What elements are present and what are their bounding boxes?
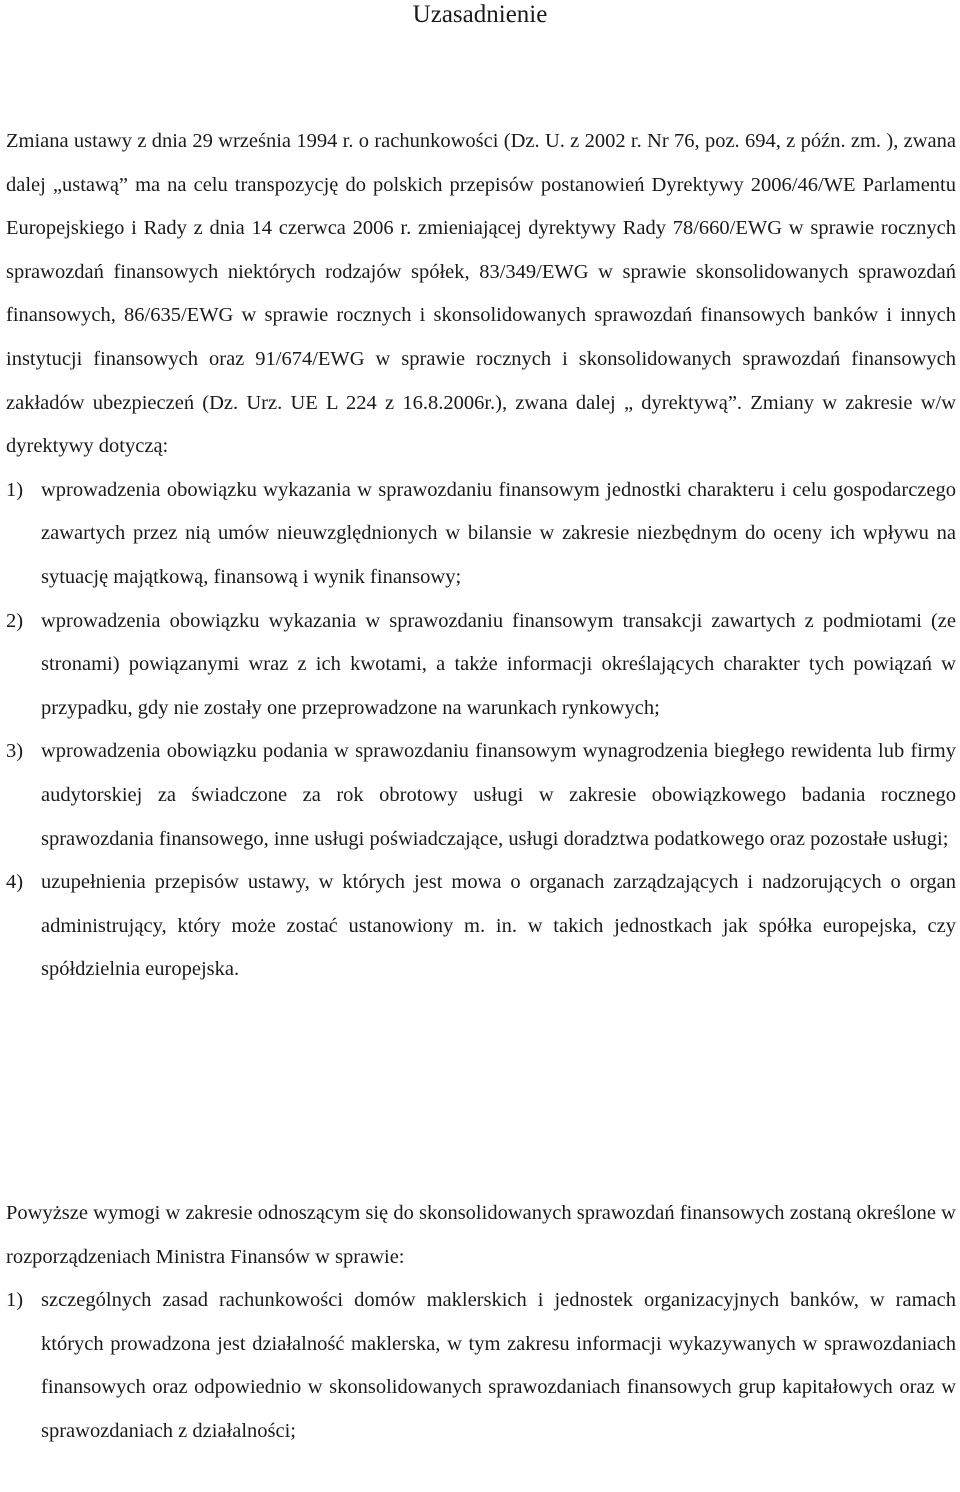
list-item-text: szczególnych zasad rachunkowości domów maklerskich i jednostek organizacyjnych banków, w ramach których prowadzona jest działalność maklerska, w tym zakresu informacji wykazywanych w sprawozdaniach finansowych oraz odpowiednio w skonsolidowanych sprawozdaniach finansowych grup kapitałowych oraz w sprawozdaniach z działalności; <box>41 1289 956 1442</box>
paragraph-intro: Zmiana ustawy z dnia 29 września 1994 r. o rachunkowości (Dz. U. z 2002 r. Nr 76, poz. 694, z późn. zm. ), zwana dalej „ustawą” ma na celu transpozycję do polskich przepisów postanowień Dyrektywy 2006/46/WE Parlamentu Europejskiego i Rady z dnia 14 czerwca 2006 r. zmieniającej dyrektywy Rady 78/660/EWG w sprawie rocznych sprawozdań finansowych niektórych rodzajów spółek, 83/349/EWG w sprawie skonsolidowanych sprawozdań finansowych, 86/635/EWG w sprawie rocznych i skonsolidowanych sprawozdań finansowych banków i innych instytucji finansowych oraz 91/674/EWG w sprawie rocznych i skonsolidowanych sprawozdań finansowych zakładów ubezpieczeń (Dz. Urz. UE L 224 z 16.8.2006r.), zwana dalej „ dyrektywą”. Zmiany w zakresie w/w dyrektywy dotyczą: <box>6 130 956 458</box>
list-item-number: 1) <box>6 1289 24 1312</box>
list-item-text: wprowadzenia obowiązku wykazania w sprawozdaniu finansowym jednostki charakteru i celu gospodarczego zawartych przez nią umów nieuwzględnionych w bilansie w zakresie niezbędnym do oceny ich wpływu na sytuację majątkową, finansową i wynik finansowy; <box>41 478 956 588</box>
list-item-text: wprowadzenia obowiązku podania w sprawozdaniu finansowym wynagrodzenia biegłego rewidenta lub firmy audytorskiej za świadczone za rok obrotowy usługi w zakresie obowiązkowego badania rocznego sprawozdania finansowego, inne usługi poświadczające, usługi doradztwa podatkowego oraz pozostałe usługi; <box>41 740 956 850</box>
list-item-number: 2) <box>6 609 24 632</box>
paragraph-transposition <box>6 120 956 992</box>
regulation-list <box>6 1279 956 1453</box>
list-item <box>6 730 956 861</box>
list-item <box>6 600 956 731</box>
amendment-list <box>6 469 956 992</box>
paragraph-consolidated <box>6 1192 956 1454</box>
list-item-text: uzupełnienia przepisów ustawy, w których jest mowa o organach zarządzających i nadzorujących o organ administrujący, który może zostać ustanowiony m. in. w takich jednostkach jak spółka europejska, czy spółdzielnia europejska. <box>41 871 956 981</box>
list-item-number: 3) <box>6 740 24 763</box>
list-item-text: wprowadzenia obowiązku wykazania w sprawozdaniu finansowym transakcji zawartych z podmiotami (ze stronami) powiązanymi wraz z ich kwotami, a także informacji określających charakter tych powiązań w przypadku, gdy nie zostały one przeprowadzone na warunkach rynkowych; <box>41 609 956 719</box>
list-item <box>6 861 956 992</box>
list-item-number: 4) <box>6 871 24 894</box>
document-title: Uzasadnienie <box>412 1 548 28</box>
paragraph-intro: Powyższe wymogi w zakresie odnoszącym się do skonsolidowanych sprawozdań finansowych zostaną określone w rozporządzeniach Ministra Finansów w sprawie: <box>6 1202 956 1268</box>
list-item-number: 1) <box>6 478 24 501</box>
list-item <box>6 1279 956 1453</box>
list-item <box>6 469 956 600</box>
